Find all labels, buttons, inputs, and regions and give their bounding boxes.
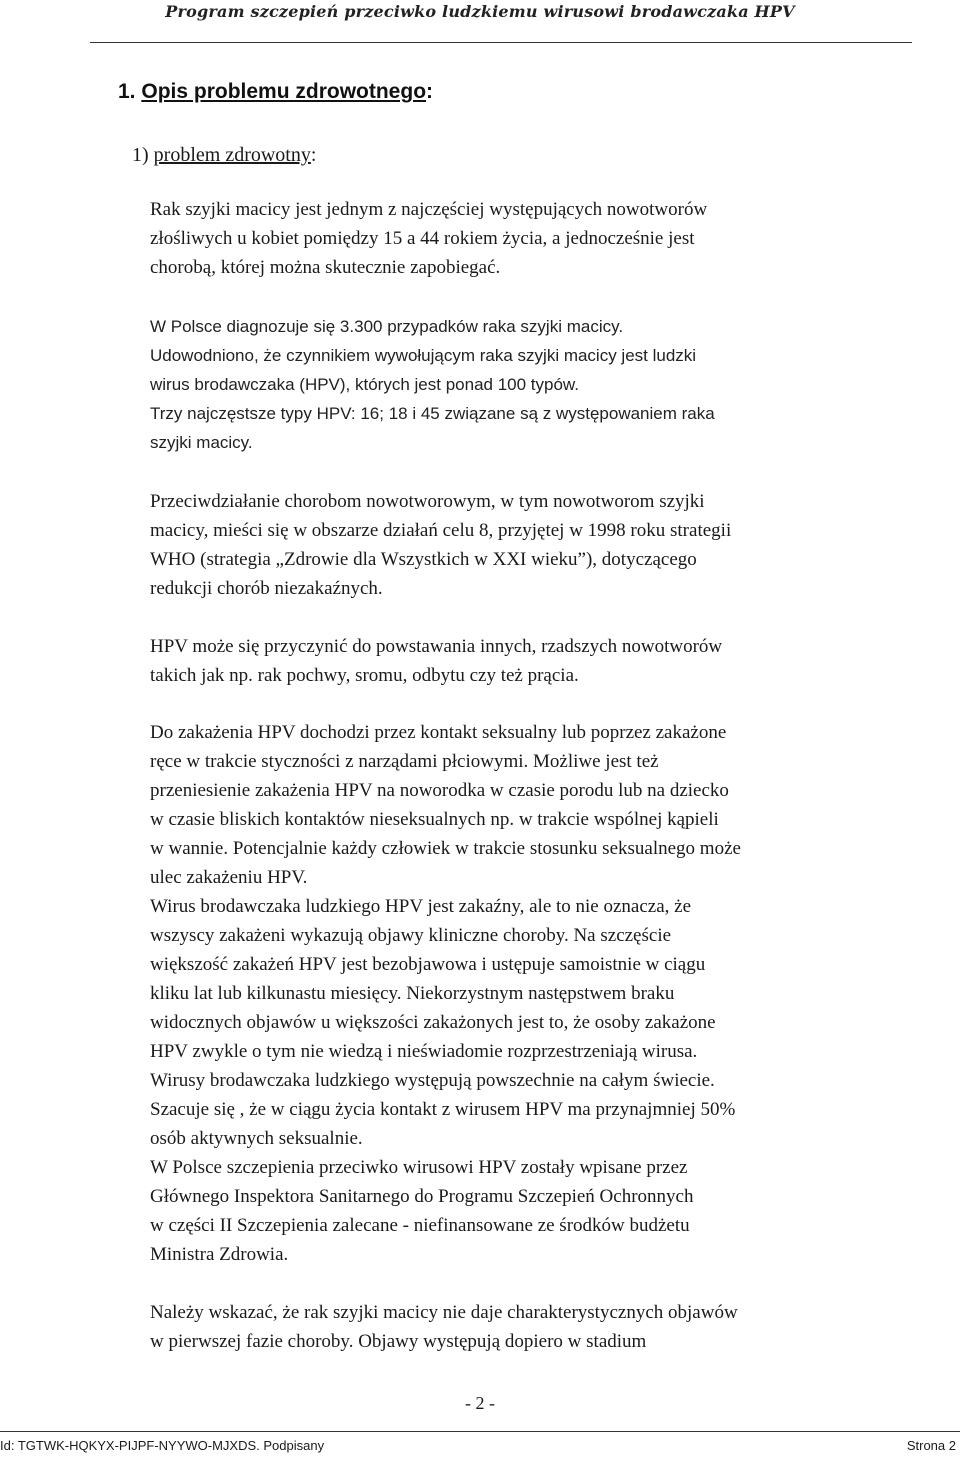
body-line: w części II Szczepienia zalecane - niefinansowane ze środków budżetu [150, 1215, 690, 1236]
body-line: szyjki macicy. [150, 433, 253, 452]
body-line: wirus brodawczaka (HPV), których jest ponad 100 typów. [150, 375, 579, 394]
body-line: ulec zakażeniu HPV. [150, 867, 308, 888]
body-line: Do zakażenia HPV dochodzi przez kontakt seksualny lub poprzez zakażone [150, 722, 727, 743]
body-line: Ministra Zdrowia. [150, 1244, 289, 1265]
body-line: Wirus brodawczaka ludzkiego HPV jest zakaźny, ale to nie oznacza, że [150, 896, 692, 917]
footer-document-id: Id: TGTWK-HQKYX-PIJPF-NYYWO-MJXDS. Podpisany [0, 1438, 325, 1453]
body-line: Rak szyjki macicy jest jednym z najczęściej występujących nowotworów [150, 199, 708, 220]
body-line: złośliwych u kobiet pomiędzy 15 a 44 rokiem życia, a jednocześnie jest [150, 228, 695, 249]
section-colon: : [426, 80, 434, 103]
body-line: wszyscy zakażeni wykazują objawy kliniczne choroby. Na szczęście [150, 925, 672, 946]
page-number: - 2 - [465, 1393, 495, 1413]
body-line: HPV może się przyczynić do powstawania innych, rzadszych nowotworów [150, 636, 723, 657]
body-line: Głównego Inspektora Sanitarnego do Programu Szczepień Ochronnych [150, 1186, 694, 1207]
footer-rule [0, 1431, 960, 1432]
body-line: w pierwszej fazie choroby. Objawy występują dopiero w stadium [150, 1331, 647, 1352]
section-heading [118, 80, 433, 104]
body-line: przeniesienie zakażenia HPV na noworodka w czasie porodu lub na dziecko [150, 780, 729, 801]
page-header-title: Program szczepień przeciwko ludzkiemu wirusowi brodawczaka HPV [165, 2, 795, 21]
body-line: redukcji chorób niezakaźnych. [150, 578, 383, 599]
body-line: kliku lat lub kilkunastu miesięcy. Niekorzystnym następstwem braku [150, 983, 675, 1004]
body-line: HPV zwykle o tym nie wiedzą i nieświadomie rozprzestrzeniają wirusa. [150, 1041, 698, 1062]
body-line: Należy wskazać, że rak szyjki macicy nie daje charakterystycznych objawów [150, 1302, 738, 1323]
body-line: macicy, mieści się w obszarze działań celu 8, przyjętej w 1998 roku strategii [150, 520, 732, 541]
header-rule [90, 42, 912, 43]
body-line: widocznych objawów u większości zakażonych jest to, że osoby zakażone [150, 1012, 716, 1033]
subsection-number: 1) [132, 144, 149, 166]
section-number: 1. [118, 80, 136, 103]
body-line: Przeciwdziałanie chorobom nowotworowym, w tym nowotworom szyjki [150, 491, 705, 512]
subsection-heading [132, 144, 316, 167]
body-line: Trzy najczęstsze typy HPV: 16; 18 i 45 związane są z występowaniem raka [150, 404, 715, 423]
body-line: Wirusy brodawczaka ludzkiego występują powszechnie na całym świecie. [150, 1070, 715, 1091]
body-line: chorobą, której można skutecznie zapobiegać. [150, 257, 501, 278]
body-line: WHO (strategia „Zdrowie dla Wszystkich w XXI wieku”), dotyczącego [150, 549, 697, 570]
body-line: ręce w trakcie styczności z narządami płciowymi. Możliwe jest też [150, 751, 659, 772]
body-line: większość zakażeń HPV jest bezobjawowa i ustępuje samoistnie w ciągu [150, 954, 706, 975]
body-line: Szacuje się , że w ciągu życia kontakt z wirusem HPV ma przynajmniej 50% [150, 1099, 736, 1120]
body-line: takich jak np. rak pochwy, sromu, odbytu czy też prącia. [150, 665, 579, 686]
body-line: w czasie bliskich kontaktów nieseksualnych np. w trakcie wspólnej kąpieli [150, 809, 719, 830]
body-line: W Polsce diagnozuje się 3.300 przypadków raka szyjki macicy. [150, 317, 624, 336]
section-title: Opis problemu zdrowotnego [141, 80, 427, 103]
subsection-title: problem zdrowotny [153, 144, 311, 166]
body-line: w wannie. Potencjalnie każdy człowiek w trakcie stosunku seksualnego może [150, 838, 741, 859]
body-line: W Polsce szczepienia przeciwko wirusowi HPV zostały wpisane przez [150, 1157, 688, 1178]
body-line: Udowodniono, że czynnikiem wywołującym raka szyjki macicy jest ludzki [150, 346, 697, 365]
footer-page-label: Strona 2 [906, 1438, 956, 1453]
subsection-colon: : [310, 144, 317, 166]
body-line: osób aktywnych seksualnie. [150, 1128, 363, 1149]
